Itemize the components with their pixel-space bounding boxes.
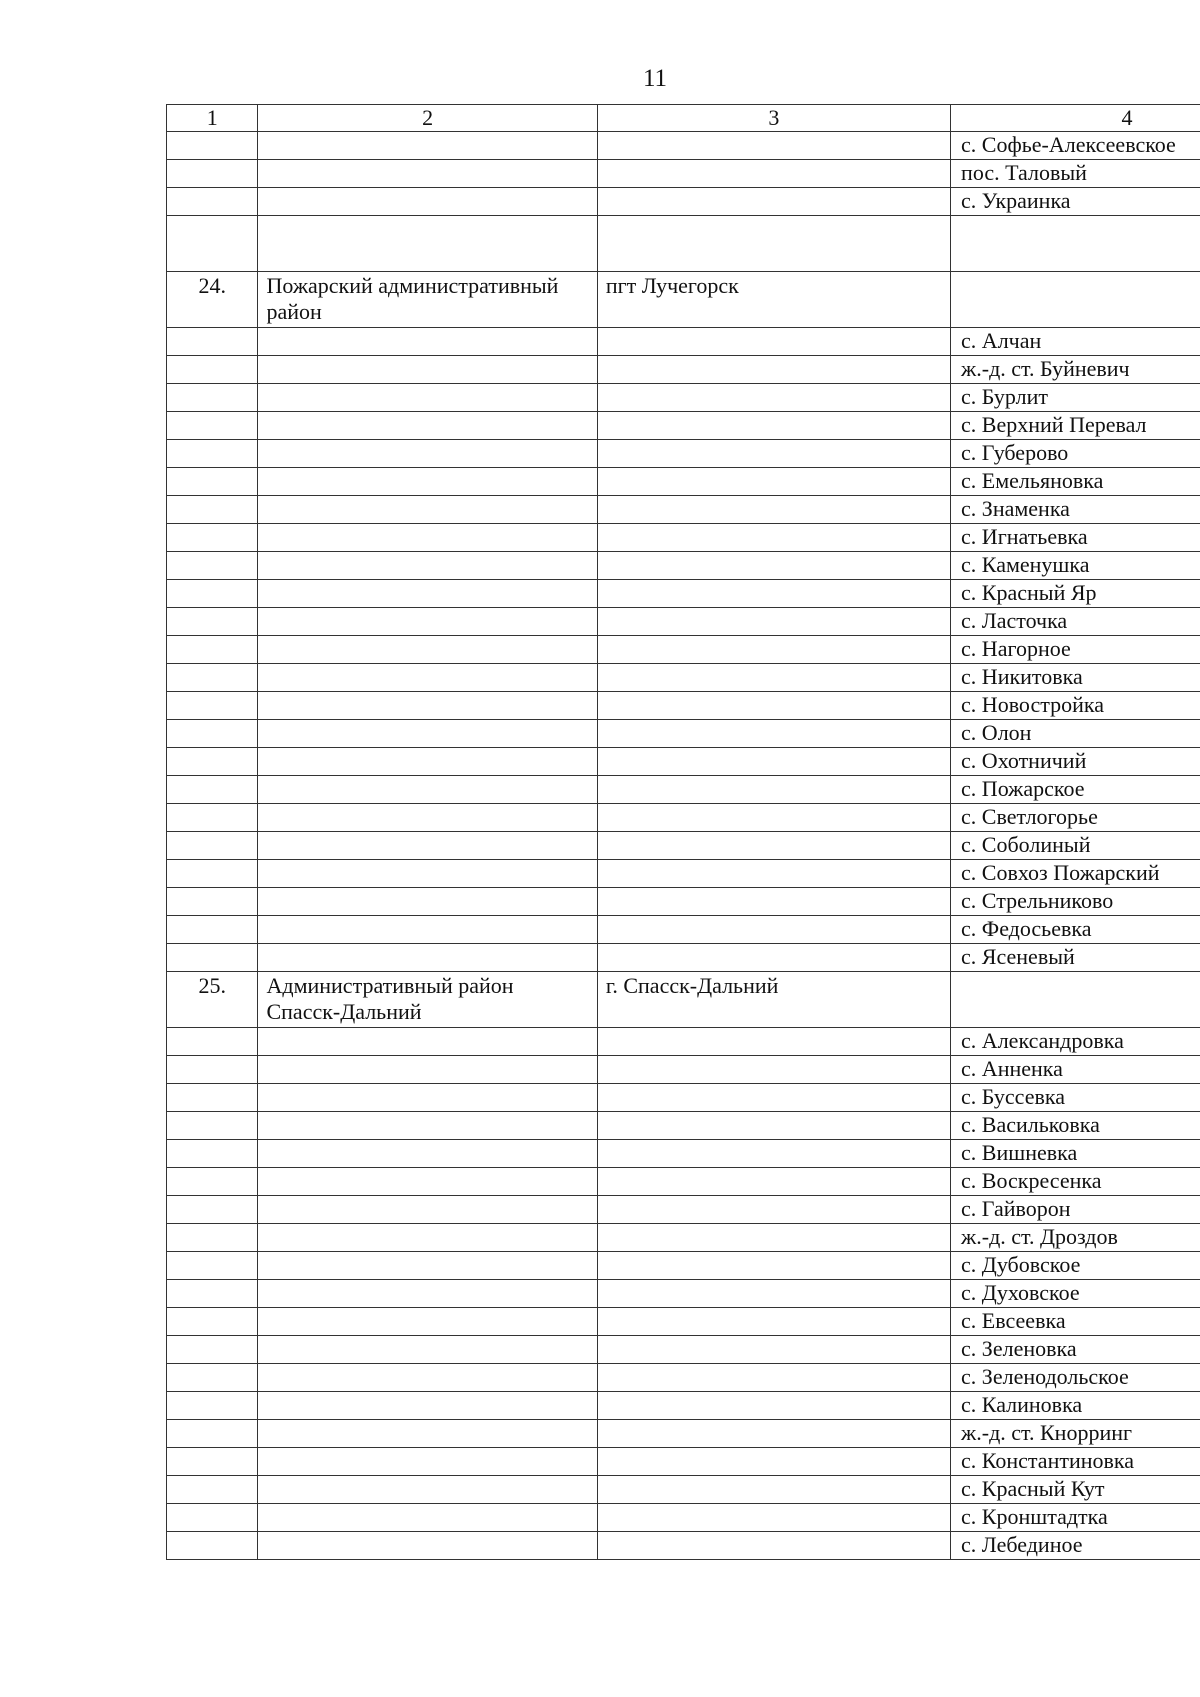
district-name-cell: [258, 580, 597, 608]
settlement-cell: [951, 972, 1200, 1028]
district-name-cell: [258, 440, 597, 468]
table-row: [167, 496, 1200, 524]
page-number: 11: [642, 65, 668, 92]
admin-center-cell: [597, 720, 950, 748]
admin-center-cell: [597, 776, 950, 804]
district-name-cell: [258, 160, 597, 188]
settlement-cell: с. Дубовское: [951, 1252, 1200, 1280]
row-number-cell: [167, 1308, 258, 1336]
district-name-cell: Пожарский административный район: [258, 272, 597, 328]
settlement-cell: с. Анненка: [951, 1056, 1200, 1084]
settlement-cell: с. Александровка: [951, 1028, 1200, 1056]
settlement-cell: с. Константиновка: [951, 1448, 1200, 1476]
settlement-cell: с. Ласточка: [951, 608, 1200, 636]
admin-center-cell: [597, 1140, 950, 1168]
settlement-cell: с. Нагорное: [951, 636, 1200, 664]
district-name-cell: [258, 384, 597, 412]
district-name-cell: [258, 888, 597, 916]
admin-center-cell: [597, 888, 950, 916]
district-name-cell: [258, 1532, 597, 1560]
district-name-cell: [258, 1448, 597, 1476]
settlement-cell: с. Олон: [951, 720, 1200, 748]
table-row: [167, 1224, 1200, 1252]
row-number-cell: [167, 160, 258, 188]
district-name-cell: [258, 1364, 597, 1392]
row-number-cell: [167, 1420, 258, 1448]
admin-center-cell: [597, 384, 950, 412]
admin-center-cell: [597, 1056, 950, 1084]
settlement-cell: с. Алчан: [951, 328, 1200, 356]
row-number-cell: 25.: [167, 972, 258, 1028]
admin-center-cell: [597, 1168, 950, 1196]
row-number-cell: [167, 944, 258, 972]
district-name-cell: [258, 412, 597, 440]
district-name-cell: [258, 1476, 597, 1504]
row-number-cell: [167, 524, 258, 552]
district-name-cell: Административный район Спасск-Дальний: [258, 972, 597, 1028]
settlement-cell: с. Стрельниково: [951, 888, 1200, 916]
district-name-cell: [258, 804, 597, 832]
table-row: [167, 1448, 1200, 1476]
row-number-cell: [167, 328, 258, 356]
admin-center-cell: [597, 1084, 950, 1112]
district-name-cell: [258, 608, 597, 636]
district-name-cell: [258, 1308, 597, 1336]
admin-center-cell: [597, 692, 950, 720]
settlement-cell: с. Каменушка: [951, 552, 1200, 580]
table-row: [167, 720, 1200, 748]
row-number-cell: [167, 1448, 258, 1476]
table-row: [167, 1420, 1200, 1448]
admin-center-cell: [597, 1308, 950, 1336]
table-row: [167, 468, 1200, 496]
settlement-cell: с. Красный Яр: [951, 580, 1200, 608]
admin-center-cell: [597, 160, 950, 188]
table-row: [167, 1364, 1200, 1392]
table-header-row: [167, 105, 1200, 132]
admin-center-cell: [597, 636, 950, 664]
row-number-cell: [167, 832, 258, 860]
admin-center-cell: [597, 468, 950, 496]
table-row: [167, 888, 1200, 916]
admin-center-cell: пгт Лучегорск: [597, 272, 950, 328]
row-number-cell: [167, 216, 258, 272]
row-number-cell: [167, 1532, 258, 1560]
table-row: [167, 1140, 1200, 1168]
row-number-cell: [167, 188, 258, 216]
settlement-cell: с. Евсеевка: [951, 1308, 1200, 1336]
row-number-cell: [167, 1168, 258, 1196]
settlement-cell: с. Софье-Алексеевское: [951, 132, 1200, 160]
table-row: [167, 860, 1200, 888]
settlement-cell: с. Украинка: [951, 188, 1200, 216]
settlement-cell: с. Воскресенка: [951, 1168, 1200, 1196]
row-number-cell: [167, 496, 258, 524]
settlement-cell: с. Зеленовка: [951, 1336, 1200, 1364]
settlement-cell: с. Духовское: [951, 1280, 1200, 1308]
row-number-cell: [167, 720, 258, 748]
table-row: [167, 1252, 1200, 1280]
row-number-cell: [167, 692, 258, 720]
row-number-cell: [167, 440, 258, 468]
district-name-cell: [258, 328, 597, 356]
admin-center-cell: [597, 1532, 950, 1560]
row-number-cell: [167, 748, 258, 776]
table-body: [167, 105, 1200, 1560]
settlement-cell: с. Новостройка: [951, 692, 1200, 720]
table-row: [167, 1308, 1200, 1336]
admin-center-cell: [597, 1476, 950, 1504]
row-number-cell: [167, 1252, 258, 1280]
table-row: [167, 580, 1200, 608]
settlement-cell: с. Васильковка: [951, 1112, 1200, 1140]
row-number-cell: [167, 1084, 258, 1112]
district-name-cell: [258, 944, 597, 972]
district-name-cell: [258, 664, 597, 692]
admin-center-cell: [597, 748, 950, 776]
admin-center-cell: [597, 1448, 950, 1476]
row-number-cell: [167, 580, 258, 608]
admin-center-cell: [597, 860, 950, 888]
admin-center-cell: [597, 1336, 950, 1364]
district-name-cell: [258, 496, 597, 524]
settlement-cell: с. Вишневка: [951, 1140, 1200, 1168]
table-row: [167, 944, 1200, 972]
row-number-cell: [167, 1280, 258, 1308]
table-row: [167, 608, 1200, 636]
settlement-cell: с. Красный Кут: [951, 1476, 1200, 1504]
admin-center-cell: [597, 804, 950, 832]
table-row: [167, 748, 1200, 776]
row-number-cell: [167, 916, 258, 944]
row-number-cell: [167, 356, 258, 384]
row-number-cell: [167, 860, 258, 888]
settlement-cell: ж.-д. ст. Дроздов: [951, 1224, 1200, 1252]
district-name-cell: [258, 636, 597, 664]
row-number-cell: [167, 384, 258, 412]
settlement-cell: пос. Таловый: [951, 160, 1200, 188]
table-row: [167, 1476, 1200, 1504]
admin-center-cell: [597, 1224, 950, 1252]
table-row: [167, 412, 1200, 440]
table-row: [167, 832, 1200, 860]
district-name-cell: [258, 1168, 597, 1196]
settlement-cell: с. Никитовка: [951, 664, 1200, 692]
admin-center-cell: [597, 944, 950, 972]
table-row: [167, 188, 1200, 216]
settlement-cell: [951, 272, 1200, 328]
admin-center-cell: [597, 1112, 950, 1140]
district-name-cell: [258, 1056, 597, 1084]
admin-center-cell: [597, 1504, 950, 1532]
admin-center-cell: [597, 1252, 950, 1280]
admin-center-cell: [597, 1364, 950, 1392]
table-row: [167, 636, 1200, 664]
admin-center-cell: [597, 356, 950, 384]
row-number-cell: 24.: [167, 272, 258, 328]
settlement-cell: с. Кронштадтка: [951, 1504, 1200, 1532]
table-row: [167, 776, 1200, 804]
table-row: [167, 664, 1200, 692]
row-number-cell: [167, 412, 258, 440]
district-name-cell: [258, 832, 597, 860]
table-row: [167, 692, 1200, 720]
row-number-cell: [167, 1224, 258, 1252]
district-name-cell: [258, 1028, 597, 1056]
settlement-cell: с. Калиновка: [951, 1392, 1200, 1420]
settlement-cell: с. Знаменка: [951, 496, 1200, 524]
table-row: [167, 216, 1200, 272]
district-name-cell: [258, 748, 597, 776]
table-row: [167, 440, 1200, 468]
table-row: [167, 1112, 1200, 1140]
settlement-cell: с. Ясеневый: [951, 944, 1200, 972]
row-number-cell: [167, 132, 258, 160]
settlement-cell: с. Игнатьевка: [951, 524, 1200, 552]
settlement-cell: ж.-д. ст. Кнорринг: [951, 1420, 1200, 1448]
settlement-cell: с. Зеленодольское: [951, 1364, 1200, 1392]
column-header-3: 3: [597, 105, 950, 132]
row-number-cell: [167, 888, 258, 916]
admin-center-cell: г. Спасск-Дальний: [597, 972, 950, 1028]
district-name-cell: [258, 1084, 597, 1112]
row-number-cell: [167, 776, 258, 804]
district-name-cell: [258, 188, 597, 216]
row-number-cell: [167, 664, 258, 692]
district-name-cell: [258, 1420, 597, 1448]
column-header-2: 2: [258, 105, 597, 132]
district-name-cell: [258, 692, 597, 720]
row-number-cell: [167, 608, 258, 636]
settlement-cell: с. Губерово: [951, 440, 1200, 468]
row-number-cell: [167, 1028, 258, 1056]
row-number-cell: [167, 1392, 258, 1420]
district-name-cell: [258, 1252, 597, 1280]
admin-center-cell: [597, 496, 950, 524]
district-name-cell: [258, 860, 597, 888]
admin-center-cell: [597, 1280, 950, 1308]
settlement-cell: с. Гайворон: [951, 1196, 1200, 1224]
table-row: [167, 1196, 1200, 1224]
district-name-cell: [258, 1112, 597, 1140]
table-row: [167, 1056, 1200, 1084]
table-row: [167, 132, 1200, 160]
settlements-table: [166, 104, 1200, 1560]
district-name-cell: [258, 216, 597, 272]
table-row: [167, 804, 1200, 832]
district-name-cell: [258, 552, 597, 580]
settlement-cell: [951, 216, 1200, 272]
admin-center-cell: [597, 1028, 950, 1056]
row-number-cell: [167, 1504, 258, 1532]
row-number-cell: [167, 1196, 258, 1224]
table-row: [167, 524, 1200, 552]
district-row: [167, 972, 1200, 1028]
district-name-cell: [258, 524, 597, 552]
settlement-cell: с. Светлогорье: [951, 804, 1200, 832]
table-row: [167, 1084, 1200, 1112]
admin-center-cell: [597, 580, 950, 608]
table-row: [167, 356, 1200, 384]
admin-center-cell: [597, 132, 950, 160]
district-name-cell: [258, 468, 597, 496]
table-row: [167, 916, 1200, 944]
district-name-cell: [258, 1336, 597, 1364]
admin-center-cell: [597, 440, 950, 468]
settlement-cell: с. Совхоз Пожарский: [951, 860, 1200, 888]
admin-center-cell: [597, 1196, 950, 1224]
column-header-1: 1: [167, 105, 258, 132]
district-name-cell: [258, 132, 597, 160]
column-header-4: 4: [951, 105, 1200, 132]
settlement-cell: с. Охотничий: [951, 748, 1200, 776]
district-name-cell: [258, 1224, 597, 1252]
table-row: [167, 384, 1200, 412]
settlement-cell: с. Соболиный: [951, 832, 1200, 860]
table-row: [167, 1336, 1200, 1364]
settlement-cell: ж.-д. ст. Буйневич: [951, 356, 1200, 384]
table-row: [167, 1392, 1200, 1420]
admin-center-cell: [597, 608, 950, 636]
district-name-cell: [258, 1392, 597, 1420]
row-number-cell: [167, 1364, 258, 1392]
district-name-cell: [258, 1280, 597, 1308]
row-number-cell: [167, 552, 258, 580]
district-name-cell: [258, 916, 597, 944]
admin-center-cell: [597, 328, 950, 356]
district-name-cell: [258, 776, 597, 804]
admin-center-cell: [597, 916, 950, 944]
row-number-cell: [167, 468, 258, 496]
district-row: [167, 272, 1200, 328]
table-row: [167, 328, 1200, 356]
table-row: [167, 1532, 1200, 1560]
table-row: [167, 1028, 1200, 1056]
row-number-cell: [167, 636, 258, 664]
row-number-cell: [167, 804, 258, 832]
settlement-cell: с. Лебединое: [951, 1532, 1200, 1560]
admin-center-cell: [597, 412, 950, 440]
settlement-cell: с. Федосьевка: [951, 916, 1200, 944]
table-row: [167, 1504, 1200, 1532]
table-row: [167, 1280, 1200, 1308]
admin-center-cell: [597, 664, 950, 692]
row-number-cell: [167, 1336, 258, 1364]
row-number-cell: [167, 1476, 258, 1504]
row-number-cell: [167, 1056, 258, 1084]
admin-center-cell: [597, 552, 950, 580]
district-name-cell: [258, 1196, 597, 1224]
admin-center-cell: [597, 188, 950, 216]
settlement-cell: с. Емельяновка: [951, 468, 1200, 496]
table-row: [167, 552, 1200, 580]
admin-center-cell: [597, 1420, 950, 1448]
settlement-cell: с. Пожарское: [951, 776, 1200, 804]
row-number-cell: [167, 1112, 258, 1140]
row-number-cell: [167, 1140, 258, 1168]
table-row: [167, 1168, 1200, 1196]
settlement-cell: с. Бурлит: [951, 384, 1200, 412]
district-name-cell: [258, 1504, 597, 1532]
settlement-cell: с. Буссевка: [951, 1084, 1200, 1112]
admin-center-cell: [597, 1392, 950, 1420]
settlement-cell: с. Верхний Перевал: [951, 412, 1200, 440]
admin-center-cell: [597, 216, 950, 272]
table-row: [167, 160, 1200, 188]
admin-center-cell: [597, 832, 950, 860]
district-name-cell: [258, 356, 597, 384]
admin-center-cell: [597, 524, 950, 552]
district-name-cell: [258, 1140, 597, 1168]
district-name-cell: [258, 720, 597, 748]
